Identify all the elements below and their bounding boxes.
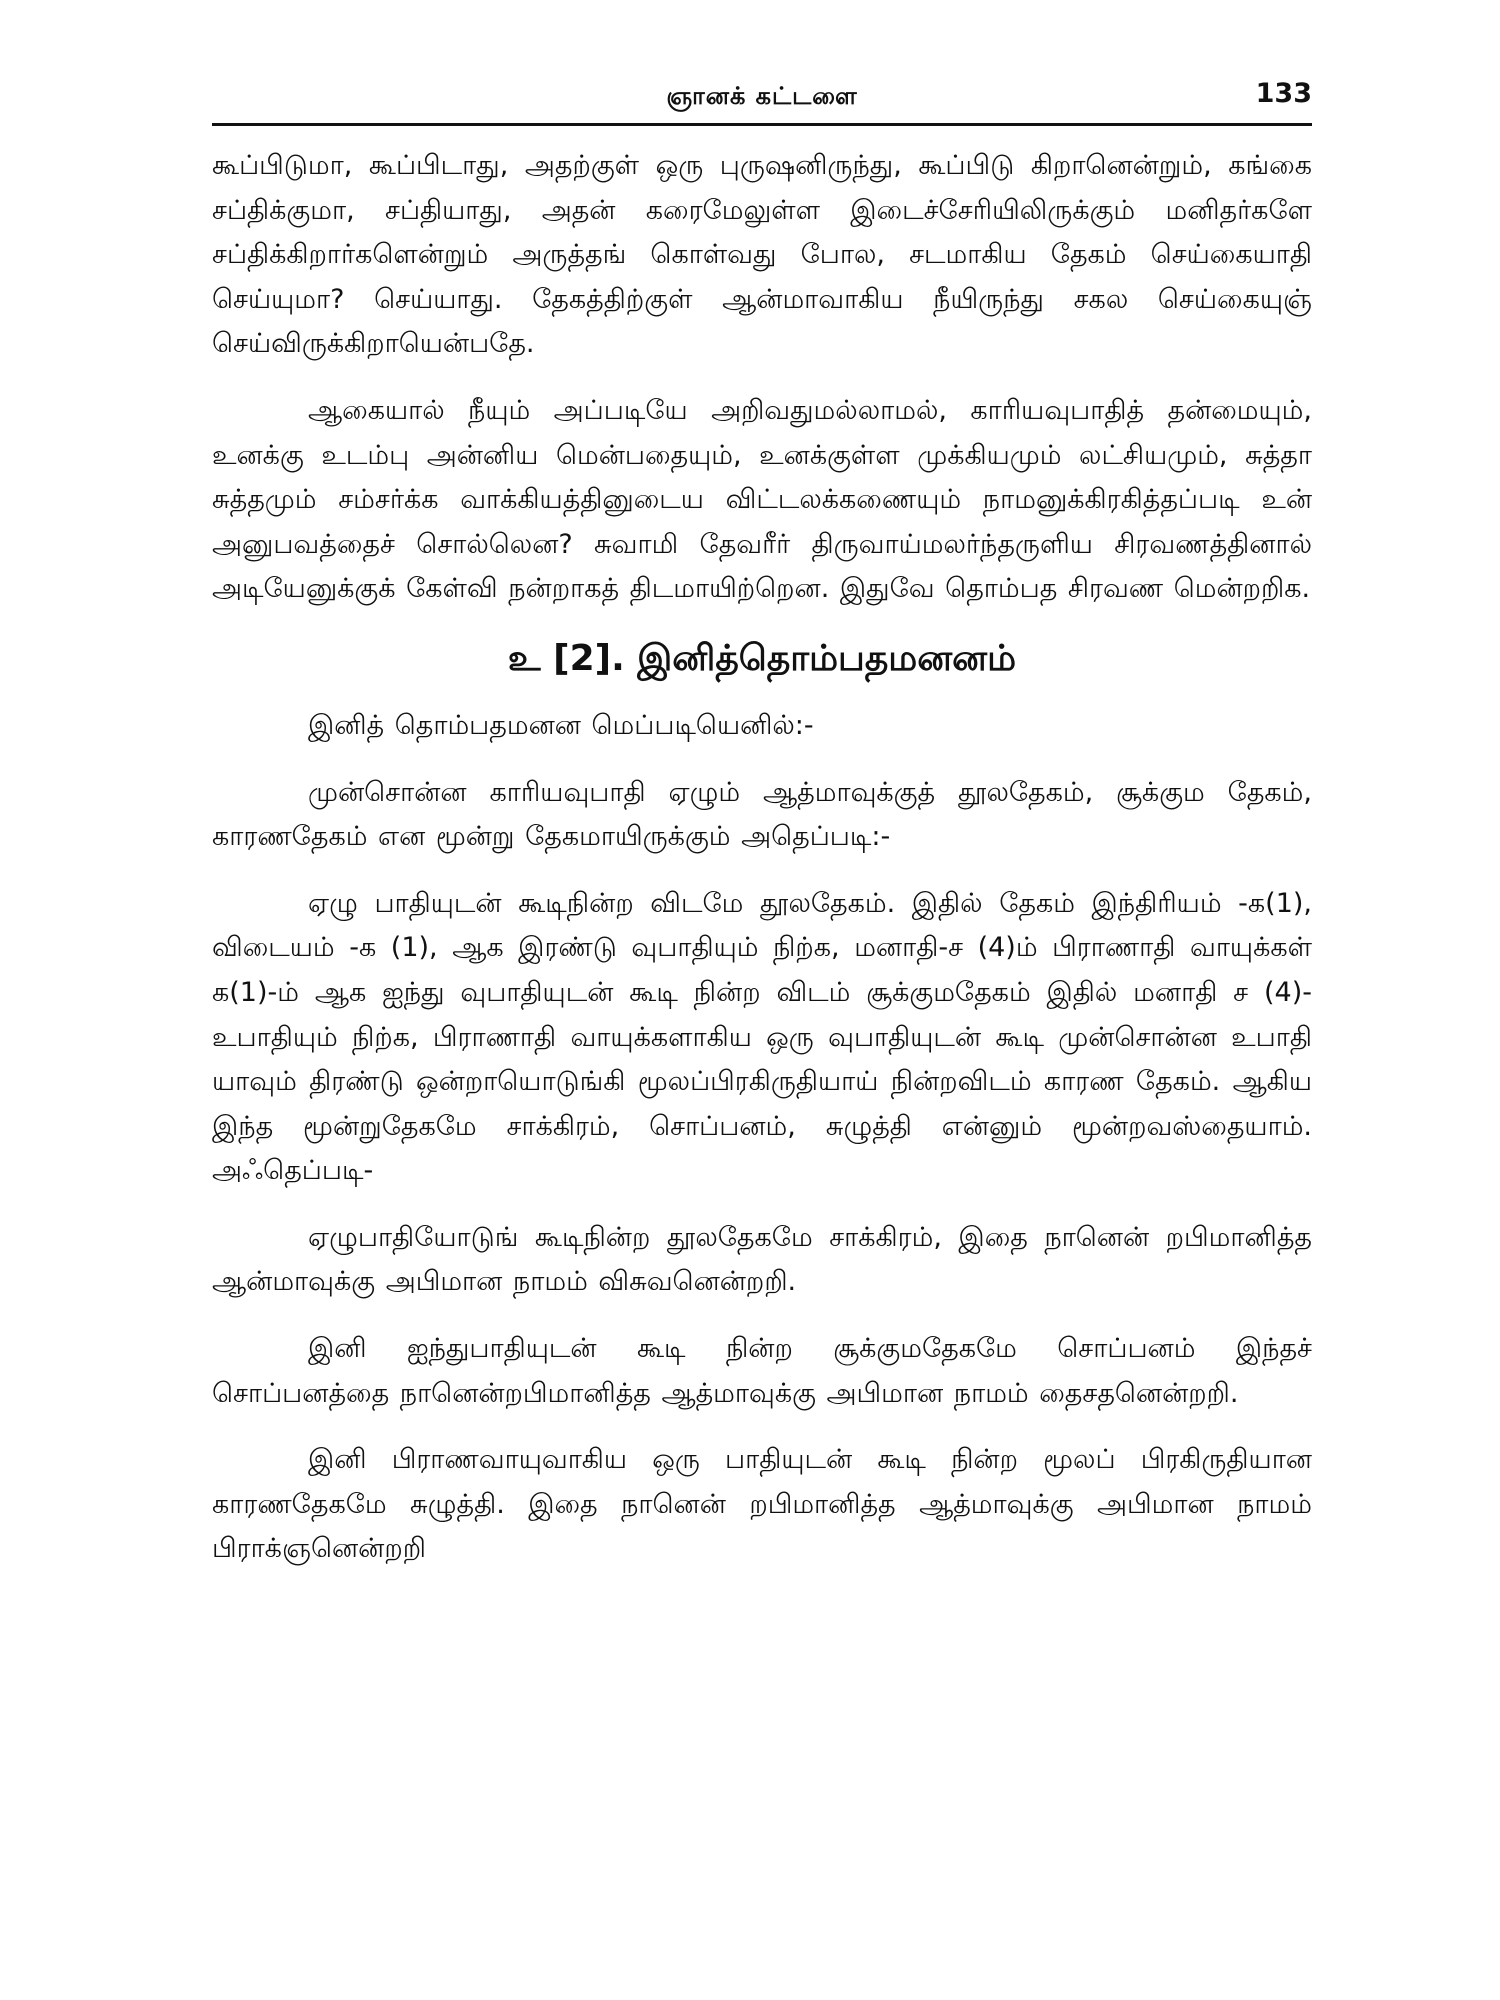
paragraph: இனி பிராணவாயுவாகிய ஒரு பாதியுடன் கூடி நின்ற மூலப் பிரகிருதியான காரணதேகமே சுழுத்தி. இதை நானென் றபிமானித்த ஆத்மாவுக்கு அபிமான நாமம் பிராக்ஞனென்றறி xyxy=(212,1444,1312,1565)
paragraph: ஏழு பாதியுடன் கூடிநின்ற விடமே தூலதேகம். இதில் தேகம் இந்திரியம் -க(1), விடையம் -க (1), ஆக இரண்டு வுபாதியும் நிற்க, மனாதி-ச (4)ம் பிராணாதி வாயுக்கள் க(1)-ம் ஆக ஐந்து வுபாதியுடன் கூடி நின்ற விடம் சூக்குமதேகம் இதில் மனாதி ச (4)- உபாதியும் நிற்க, பிராணாதி வாயுக்களாகிய ஒரு வுபாதியுடன் கூடி முன்சொன்ன உபாதி யாவும் திரண்டு ஒன்றாயொடுங்கி மூலப்பிரகிருதியாய் நின்றவிடம் காரண தேகம். ஆகிய இந்த மூன்றுதேகமே சாக்கிரம், சொப்பனம், சுழுத்தி என்னும் மூன்றவஸ்தையாம். அஃதெப்படி- xyxy=(212,887,1312,1187)
header-rule xyxy=(212,123,1312,126)
page-body xyxy=(212,144,1312,1594)
page-number: 133 xyxy=(1255,78,1312,109)
paragraph-continued: கூப்பிடுமா, கூப்பிடாது, அதற்குள் ஒரு புருஷனிருந்து, கூப்பிடு கிறானென்றும், கங்கை சப்திக்குமா, சப்தியாது, அதன் கரைமேலுள்ள இடைச்சேரியிலிருக்கும் மனிதர்களே சப்திக்கிறார்களென்றும் அருத்தங் கொள்வது போல, சடமாகிய தேகம் செய்கையாதி செய்யுமா? செய்யாது. தேகத்திற்குள் ஆன்மாவாகிய நீயிருந்து சகல செய்கையுஞ் செய்விருக்கிறாயென்பதே. xyxy=(212,150,1312,360)
running-title: ஞானக் கட்டளை xyxy=(666,82,858,110)
running-header xyxy=(212,78,1312,122)
paragraph: ஆகையால் நீயும் அப்படியே அறிவதுமல்லாமல், காரியவுபாதித் தன்மையும், உனக்கு உடம்பு அன்னிய மென்பதையும், உனக்குள்ள முக்கியமும் லட்சியமும், சுத்தா சுத்தமும் சம்சர்க்க வாக்கியத்தினுடைய விட்டலக்கணையும் நாமனுக்கிரகித்தப்படி உன் அனுபவத்தைச் சொல்லென? சுவாமி தேவரீர் திருவாய்மலர்ந்தருளிய சிரவணத்தினால் அடியேனுக்குக் கேள்வி நன்றாகத் திடமாயிற்றென. இதுவே தொம்பத சிரவண மென்றறிக. xyxy=(212,394,1312,605)
paragraph: ஏழுபாதியோடுங் கூடிநின்ற தூலதேகமே சாக்கிரம், இதை நானென் றபிமானித்த ஆன்மாவுக்கு அபிமான நாமம் விசுவனென்றறி. xyxy=(212,1221,1312,1298)
paragraph: முன்சொன்ன காரியவுபாதி ஏழும் ஆத்மாவுக்குத் தூலதேகம், சூக்கும தேகம், காரணதேகம் என மூன்று தேகமாயிருக்கும் அதெப்படி:- xyxy=(212,776,1312,853)
section-heading: உ [2]. இனித்தொம்பதமனனம் xyxy=(507,637,1017,679)
paragraph: இனித் தொம்பதமனன மெப்படியெனில்:- xyxy=(308,709,814,741)
paragraph: இனி ஐந்துபாதியுடன் கூடி நின்ற சூக்குமதேகமே சொப்பனம் இந்தச் சொப்பனத்தை நானென்றபிமானித்த ஆத்மாவுக்கு அபிமான நாமம் தைசதனென்றறி. xyxy=(212,1333,1312,1409)
